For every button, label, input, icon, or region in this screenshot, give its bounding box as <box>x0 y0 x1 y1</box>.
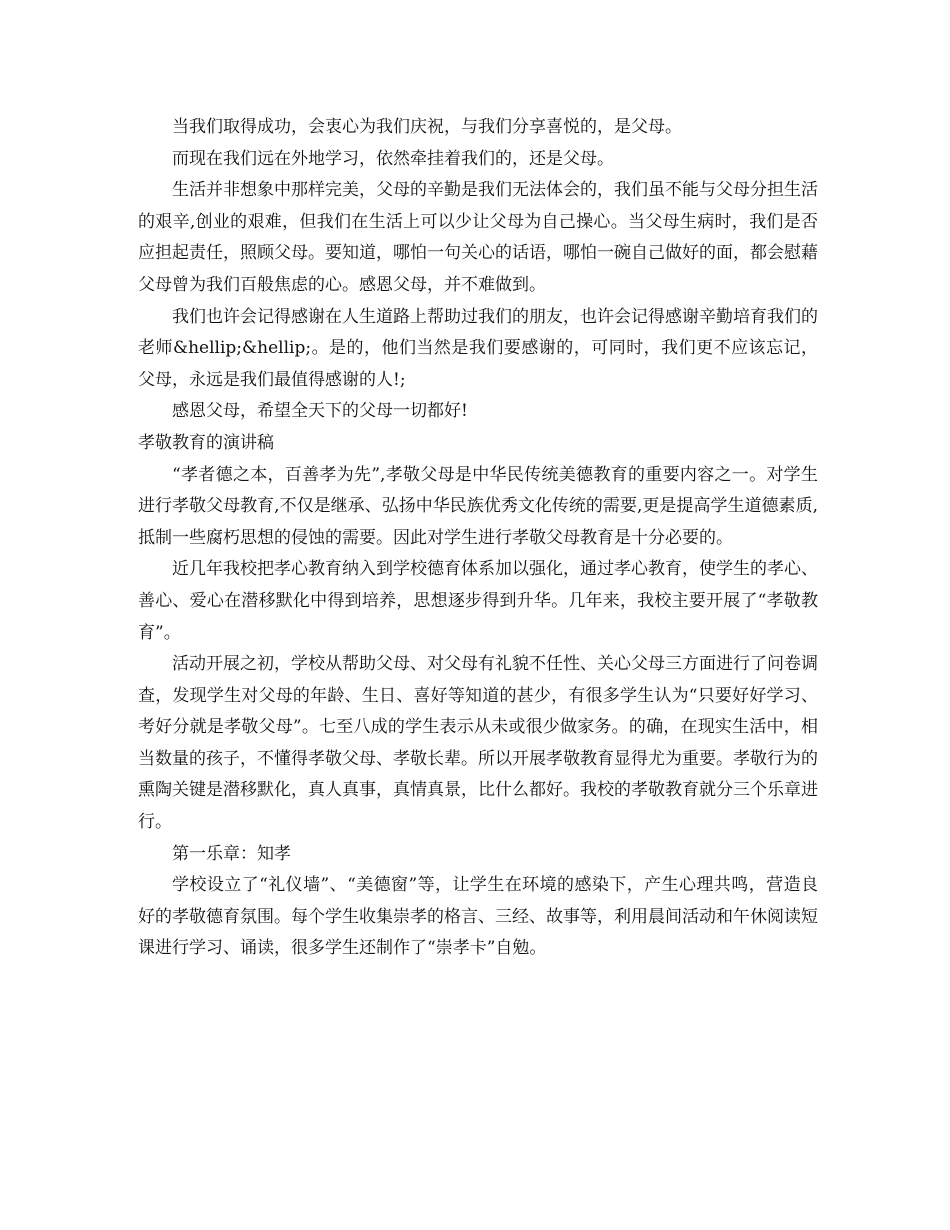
paragraph: 近几年我校把孝心教育纳入到学校德育体系加以强化，通过孝心教育，使学生的孝心、善心、爱心在潜移默化中得到培养，思想逐步得到升华。几年来，我校主要开展了“孝敬教育”。 <box>138 559 818 643</box>
paragraph: 学校设立了“礼仪墙”、“美德窗”等，让学生在环境的感染下，产生心理共鸣，营造良好的孝敬德育氛围。每个学生收集崇孝的格言、三经、故事等，利用晨间活动和午休阅读短课进行学习、诵读，很多学生还制作了“崇孝卡”自勉。 <box>138 875 818 959</box>
section-title: 孝敬教育的演讲稿 <box>138 432 274 453</box>
paragraph: 当我们取得成功，会衷心为我们庆祝，与我们分享喜悦的，是父母。 <box>172 117 682 137</box>
subsection-title: 第一乐章：知孝 <box>172 843 291 864</box>
paragraph: 生活并非想象中那样完美，父母的辛勤是我们无法体会的，我们虽不能与父母分担生活的艰辛,创业的艰难，但我们在生活上可以少让父母为自己操心。当父母生病时，我们是否应担起责任，照顾父母。要知道，哪怕一句关心的话语，哪怕一碗自己做好的面，都会慰藉父母曾为我们百般焦虑的心。感恩父母，并不难做到。 <box>138 180 818 295</box>
paragraph: 我们也许会记得感谢在人生道路上帮助过我们的朋友，也许会记得感谢辛勤培育我们的老师&hellip;&hellip;。是的，他们当然是我们要感谢的，可同时，我们更不应该忘记，父母，永远是我们最值得感谢的人!; <box>138 306 818 390</box>
paragraph: 而现在我们远在外地学习，依然牵挂着我们的，还是父母。 <box>172 148 614 169</box>
document-page <box>138 112 818 965</box>
paragraph: 感恩父母，希望全天下的父母一切都好! <box>172 401 468 422</box>
paragraph: “孝者德之本，百善孝为先”,孝敬父母是中华民传统美德教育的重要内容之一。对学生进行孝敬父母教育,不仅是继承、弘扬中华民族优秀文化传统的需要,更是提高学生道德素质,抵制一些腐朽思想的侵蚀的需要。因此对学生进行孝敬父母教育是十分必要的。 <box>138 464 818 548</box>
paragraph: 活动开展之初，学校从帮助父母、对父母有礼貌不任性、关心父母三方面进行了问卷调查，发现学生对父母的年龄、生日、喜好等知道的甚少，有很多学生认为“只要好好学习、考好分就是孝敬父母”。七至八成的学生表示从未或很少做家务。的确，在现实生活中，相当数量的孩子，不懂得孝敬父母、孝敬长辈。所以开展孝敬教育显得尤为重要。孝敬行为的熏陶关键是潜移默化，真人真事，真情真景，比什么都好。我校的孝敬教育就分三个乐章进行。 <box>138 654 818 833</box>
